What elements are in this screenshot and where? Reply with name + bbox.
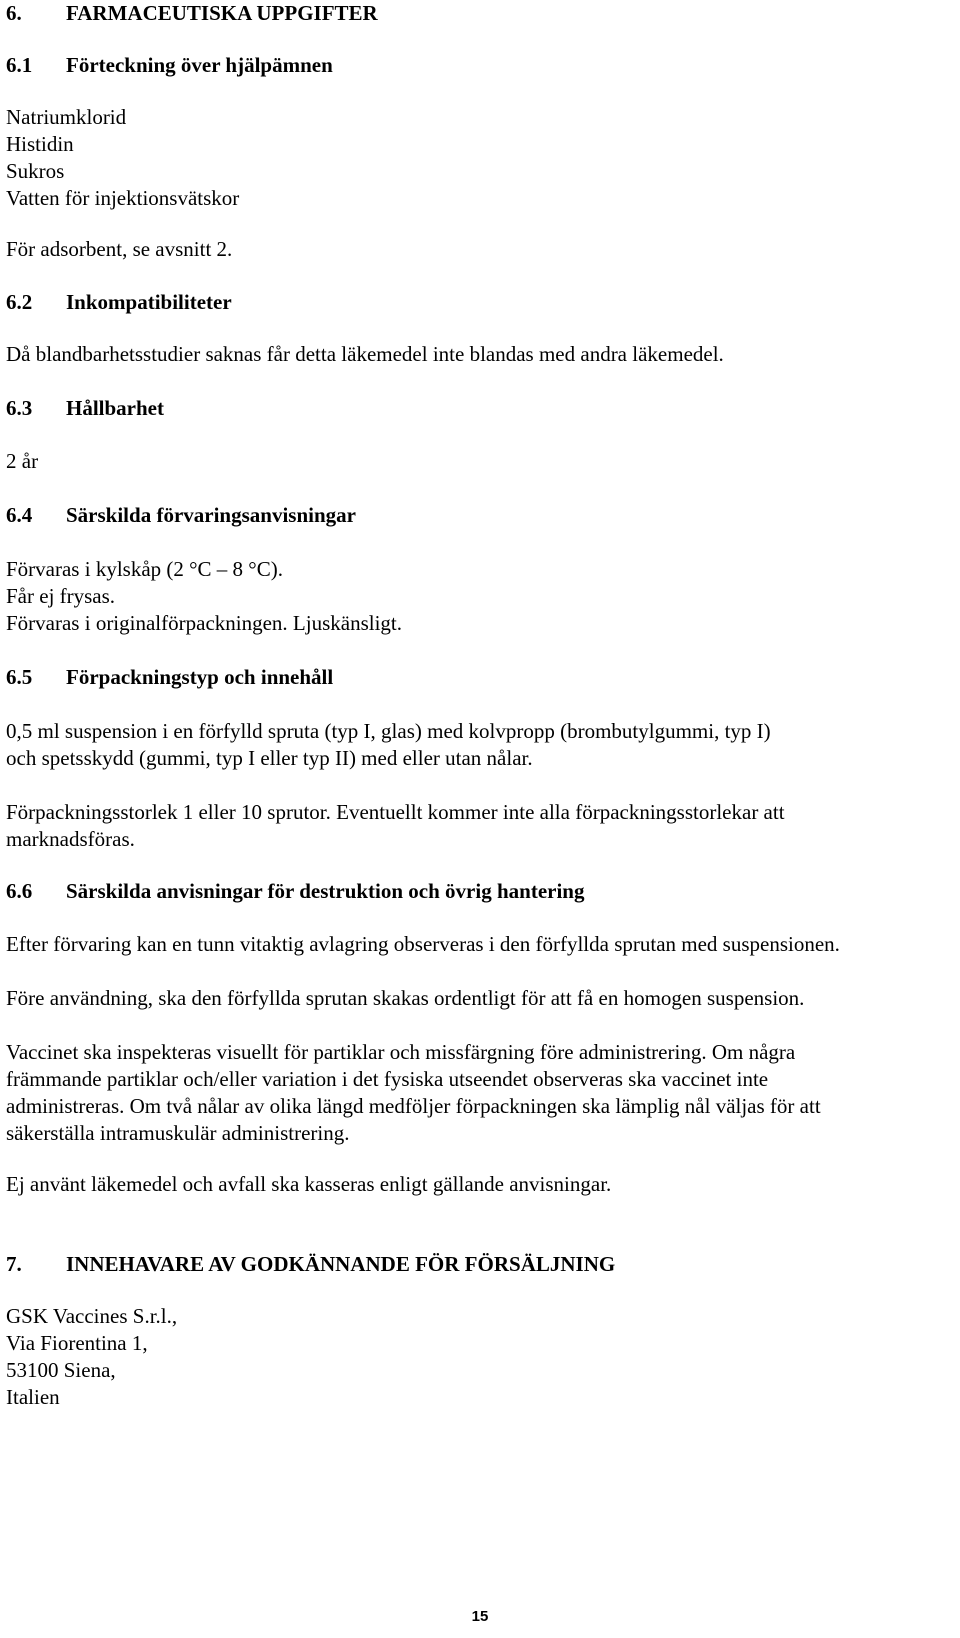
handling-paragraph-4 bbox=[6, 1171, 956, 1198]
package-contents-paragraph bbox=[6, 718, 956, 772]
address-line: GSK Vaccines S.r.l., bbox=[6, 1304, 178, 1328]
section-6-3-heading bbox=[6, 395, 164, 422]
paragraph-line: Före användning, ska den förfyllda sprutan skakas ordentligt för att få en homogen suspension. bbox=[6, 986, 805, 1010]
section-title: Hållbarhet bbox=[66, 396, 164, 420]
section-number: 6.5 bbox=[6, 665, 33, 689]
page-number: 15 bbox=[471, 1608, 489, 1625]
paragraph-line: Vaccinet ska inspekteras visuellt för partiklar och missfärgning före administrering. Om några bbox=[6, 1040, 796, 1064]
incompatibility-text: Då blandbarhetsstudier saknas får detta läkemedel inte blandas med andra läkemedel. bbox=[6, 342, 724, 366]
section-6-6-heading bbox=[6, 878, 584, 905]
section-title: Förteckning över hjälpämnen bbox=[66, 53, 333, 77]
list-item: Histidin bbox=[6, 132, 74, 156]
handling-paragraph-3 bbox=[6, 1039, 956, 1147]
storage-line: Förvaras i kylskåp (2 °C – 8 °C). bbox=[6, 557, 283, 581]
list-item: Natriumklorid bbox=[6, 105, 127, 129]
marketing-holder-address bbox=[6, 1303, 956, 1411]
handling-paragraph-1 bbox=[6, 931, 956, 958]
section-title: Inkompatibiliteter bbox=[66, 290, 232, 314]
section-title: INNEHAVARE AV GODKÄNNANDE FÖR FÖRSÄLJNING bbox=[66, 1252, 616, 1276]
paragraph-line: marknadsföras. bbox=[6, 827, 135, 851]
section-number: 6.6 bbox=[6, 879, 33, 903]
paragraph-line: Ej använt läkemedel och avfall ska kasseras enligt gällande anvisningar. bbox=[6, 1172, 612, 1196]
paragraph-line: och spetsskydd (gummi, typ I eller typ II) med eller utan nålar. bbox=[6, 746, 533, 770]
paragraph-line: Efter förvaring kan en tunn vitaktig avlagring observeras i den förfyllda sprutan med suspensionen. bbox=[6, 932, 840, 956]
address-line: 53100 Siena, bbox=[6, 1358, 116, 1382]
handling-paragraph-2 bbox=[6, 985, 956, 1012]
storage-line: Förvaras i originalförpackningen. Ljuskänsligt. bbox=[6, 611, 402, 635]
storage-line: Får ej frysas. bbox=[6, 584, 116, 608]
section-title: FARMACEUTISKA UPPGIFTER bbox=[66, 1, 378, 25]
paragraph-line: främmande partiklar och/eller variation i det fysiska utseendet observeras ska vaccinet inte bbox=[6, 1067, 769, 1091]
section-6-heading bbox=[6, 0, 378, 27]
excipient-list bbox=[6, 104, 956, 212]
section-title: Särskilda förvaringsanvisningar bbox=[66, 503, 356, 527]
section-6-4-heading bbox=[6, 502, 356, 529]
section-title: Förpackningstyp och innehåll bbox=[66, 665, 334, 689]
address-line: Via Fiorentina 1, bbox=[6, 1331, 148, 1355]
section-number: 6.2 bbox=[6, 290, 33, 314]
address-line: Italien bbox=[6, 1385, 60, 1409]
section-number: 6.4 bbox=[6, 503, 33, 527]
paragraph-line: 0,5 ml suspension i en förfylld spruta (typ I, glas) med kolvpropp (brombutylgummi, typ I) bbox=[6, 719, 771, 743]
section-number: 6. bbox=[6, 1, 22, 25]
list-item: Sukros bbox=[6, 159, 65, 183]
package-size-paragraph bbox=[6, 799, 956, 853]
section-number: 6.3 bbox=[6, 396, 33, 420]
adsorbent-note: För adsorbent, se avsnitt 2. bbox=[6, 237, 233, 261]
section-6-1-heading bbox=[6, 52, 333, 79]
list-item: Vatten för injektionsvätskor bbox=[6, 186, 240, 210]
section-title: Särskilda anvisningar för destruktion och övrig hantering bbox=[66, 879, 585, 903]
section-6-2-heading bbox=[6, 289, 232, 316]
paragraph-line: Förpackningsstorlek 1 eller 10 sprutor. Eventuellt kommer inte alla förpackningsstorlekar att bbox=[6, 800, 785, 824]
section-6-5-heading bbox=[6, 664, 333, 691]
storage-instructions bbox=[6, 556, 956, 637]
paragraph-line: administreras. Om två nålar av olika längd medföljer förpackningen ska lämplig nål väljas för att bbox=[6, 1094, 821, 1118]
shelf-life-text: 2 år bbox=[6, 449, 39, 473]
paragraph-line: säkerställa intramuskulär administrering. bbox=[6, 1121, 350, 1145]
section-number: 6.1 bbox=[6, 53, 33, 77]
section-7-heading bbox=[6, 1251, 615, 1278]
section-number: 7. bbox=[6, 1252, 22, 1276]
